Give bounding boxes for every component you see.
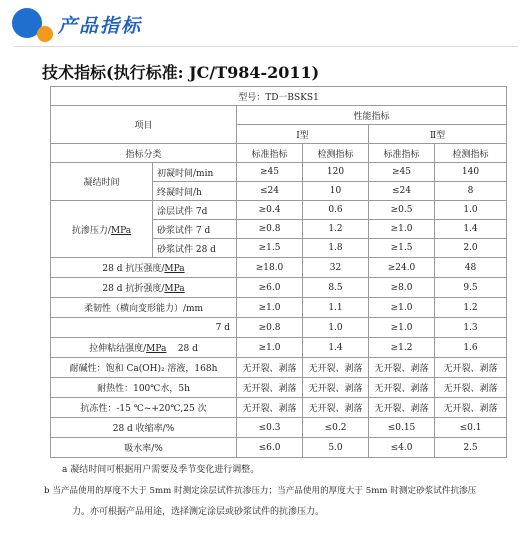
value-cell: 无开裂、剥落 <box>237 398 303 418</box>
value-cell: 无开裂、剥落 <box>435 358 507 378</box>
value-cell: 无开裂、剥落 <box>369 398 435 418</box>
doc-title: 技术指标(执行标准: JC/T984-2011) <box>42 63 320 82</box>
mortar-7d-label: 砂浆试件 7 d <box>153 220 237 239</box>
value-cell: ≤24 <box>369 182 435 201</box>
seepage-label-text: 抗渗压力/ <box>71 225 111 236</box>
table-row <box>51 258 507 278</box>
value-cell: 无开裂、剥落 <box>303 378 369 398</box>
value-cell: 无开裂、剥落 <box>237 378 303 398</box>
mpa-unit: MPa <box>164 284 185 294</box>
std-label: 标准指标 <box>369 144 435 163</box>
value-cell: ≥0.5 <box>369 201 435 220</box>
value-cell: ≥1.2 <box>369 338 435 358</box>
value-cell: 1.8 <box>303 239 369 258</box>
mpa-unit: MPa <box>146 344 167 354</box>
value-cell: 1.3 <box>435 318 507 338</box>
value-cell: ≥1.5 <box>369 239 435 258</box>
value-cell: 120 <box>303 163 369 182</box>
bond-strength-label: 拉伸粘结强度/ <box>89 344 147 354</box>
flexural-label-text: 28 d 抗折强度/ <box>102 284 165 294</box>
table-row <box>51 418 507 438</box>
table-row <box>51 398 507 418</box>
compressive-label-text: 28 d 抗压强度/ <box>102 264 165 274</box>
table-row <box>51 438 507 458</box>
value-cell: ≤0.15 <box>369 418 435 438</box>
footnotes <box>44 460 510 523</box>
table-row <box>51 278 507 298</box>
value-cell: 1.0 <box>303 318 369 338</box>
value-cell: ≥1.0 <box>369 318 435 338</box>
table-row <box>51 144 507 163</box>
flexural-28d-label <box>51 278 237 298</box>
value-cell: ≤0.2 <box>303 418 369 438</box>
value-cell: ≥18.0 <box>237 258 303 278</box>
value-cell: ≥1.0 <box>237 338 303 358</box>
final-set-label: 终凝时间/h <box>153 182 237 201</box>
value-cell: 10 <box>303 182 369 201</box>
value-cell: 140 <box>435 163 507 182</box>
item-header: 项目 <box>51 106 237 144</box>
value-cell: 5.0 <box>303 438 369 458</box>
value-cell: ≥0.8 <box>237 318 303 338</box>
coat-7d-label: 涂层试件 7d <box>153 201 237 220</box>
mpa-unit: MPa <box>110 225 132 236</box>
spec-table-wrap <box>50 86 506 458</box>
table-row <box>51 358 507 378</box>
shrinkage-label: 28 d 收缩率/% <box>51 418 237 438</box>
category-label: 指标分类 <box>51 144 237 163</box>
value-cell: ≥1.0 <box>237 298 303 318</box>
value-cell: ≤0.3 <box>237 418 303 438</box>
value-cell: ≥0.4 <box>237 201 303 220</box>
value-cell: ≤6.0 <box>237 438 303 458</box>
value-cell: 2.0 <box>435 239 507 258</box>
heat-label: 耐热性：100℃水，5h <box>51 378 237 398</box>
circles-icon <box>12 8 56 42</box>
value-cell: 无开裂、剥落 <box>369 378 435 398</box>
value-cell: 8.5 <box>303 278 369 298</box>
alkali-label: 耐碱性：饱和 Ca(OH)₂ 溶液，168h <box>51 358 237 378</box>
section-header <box>0 0 532 48</box>
value-cell: 1.4 <box>435 220 507 239</box>
spec-table <box>50 86 507 458</box>
table-row <box>51 298 507 318</box>
value-cell: ≥1.0 <box>369 220 435 239</box>
value-cell: 9.5 <box>435 278 507 298</box>
value-cell: ≥45 <box>369 163 435 182</box>
value-cell: 1.2 <box>303 220 369 239</box>
setting-time-label: 凝结时间 <box>51 163 153 201</box>
value-cell: ≤4.0 <box>369 438 435 458</box>
value-cell: 无开裂、剥落 <box>369 358 435 378</box>
table-row <box>51 163 507 182</box>
initial-set-label: 初凝时间/min <box>153 163 237 182</box>
flexibility-label: 柔韧性（横向变形能力）/mm <box>51 298 237 318</box>
compressive-28d-label <box>51 258 237 278</box>
mortar-28d-label: 砂浆试件 28 d <box>153 239 237 258</box>
bond-28d-row-label <box>51 338 237 358</box>
bond-7d-label: 7 d <box>51 318 237 338</box>
value-cell: ≥1.5 <box>237 239 303 258</box>
value-cell: ≥24.0 <box>369 258 435 278</box>
type2-header: Ⅱ型 <box>369 125 507 144</box>
header-divider <box>14 46 518 47</box>
value-cell: 2.5 <box>435 438 507 458</box>
value-cell: 1.4 <box>303 338 369 358</box>
value-cell: 1.0 <box>435 201 507 220</box>
value-cell: 无开裂、剥落 <box>435 398 507 418</box>
value-cell: ≥0.8 <box>237 220 303 239</box>
table-row <box>51 106 507 125</box>
value-cell: 1.6 <box>435 338 507 358</box>
table-row <box>51 338 507 358</box>
table-row <box>51 378 507 398</box>
water-absorption-label: 吸水率/% <box>51 438 237 458</box>
test-label: 检测指标 <box>435 144 507 163</box>
value-cell: 32 <box>303 258 369 278</box>
model-cell: 型号：TD一BSKS1 <box>51 87 507 106</box>
value-cell: ≥45 <box>237 163 303 182</box>
footnote-c: 力。亦可根据产品用途，选择测定涂层或砂浆试件的抗渗压力。 <box>72 507 325 517</box>
value-cell: 8 <box>435 182 507 201</box>
value-cell: ≥6.0 <box>237 278 303 298</box>
table-row <box>51 87 507 106</box>
footnote-b: b 当产品使用的厚度不大于 5mm 时测定涂层试件抗渗压力；当产品使用的厚度大于 5mm 时测定砂浆试件抗渗压 <box>44 486 477 496</box>
footnote-a: a 凝结时间可根据用户需要及季节变化进行调整。 <box>62 465 260 475</box>
value-cell: ≤24 <box>237 182 303 201</box>
seepage-pressure-label <box>51 201 153 258</box>
std-label: 标准指标 <box>237 144 303 163</box>
test-label: 检测指标 <box>303 144 369 163</box>
value-cell: ≥8.0 <box>369 278 435 298</box>
bond-28d-label: 28 d <box>177 344 198 354</box>
table-row <box>51 201 507 220</box>
value-cell: 无开裂、剥落 <box>303 358 369 378</box>
value-cell: 48 <box>435 258 507 278</box>
value-cell: ≤0.1 <box>435 418 507 438</box>
value-cell: 0.6 <box>303 201 369 220</box>
table-row <box>51 318 507 338</box>
frost-label: 抗冻性：-15 ℃~+20℃,25 次 <box>51 398 237 418</box>
value-cell: ≥1.0 <box>369 298 435 318</box>
section-title: 产品指标 <box>58 15 143 37</box>
value-cell: 无开裂、剥落 <box>237 358 303 378</box>
value-cell: 无开裂、剥落 <box>435 378 507 398</box>
orange-circle-icon <box>37 26 53 42</box>
value-cell: 1.1 <box>303 298 369 318</box>
value-cell: 1.2 <box>435 298 507 318</box>
mpa-unit: MPa <box>164 264 185 274</box>
value-cell: 无开裂、剥落 <box>303 398 369 418</box>
type1-header: Ⅰ型 <box>237 125 369 144</box>
perf-header: 性能指标 <box>237 106 507 125</box>
